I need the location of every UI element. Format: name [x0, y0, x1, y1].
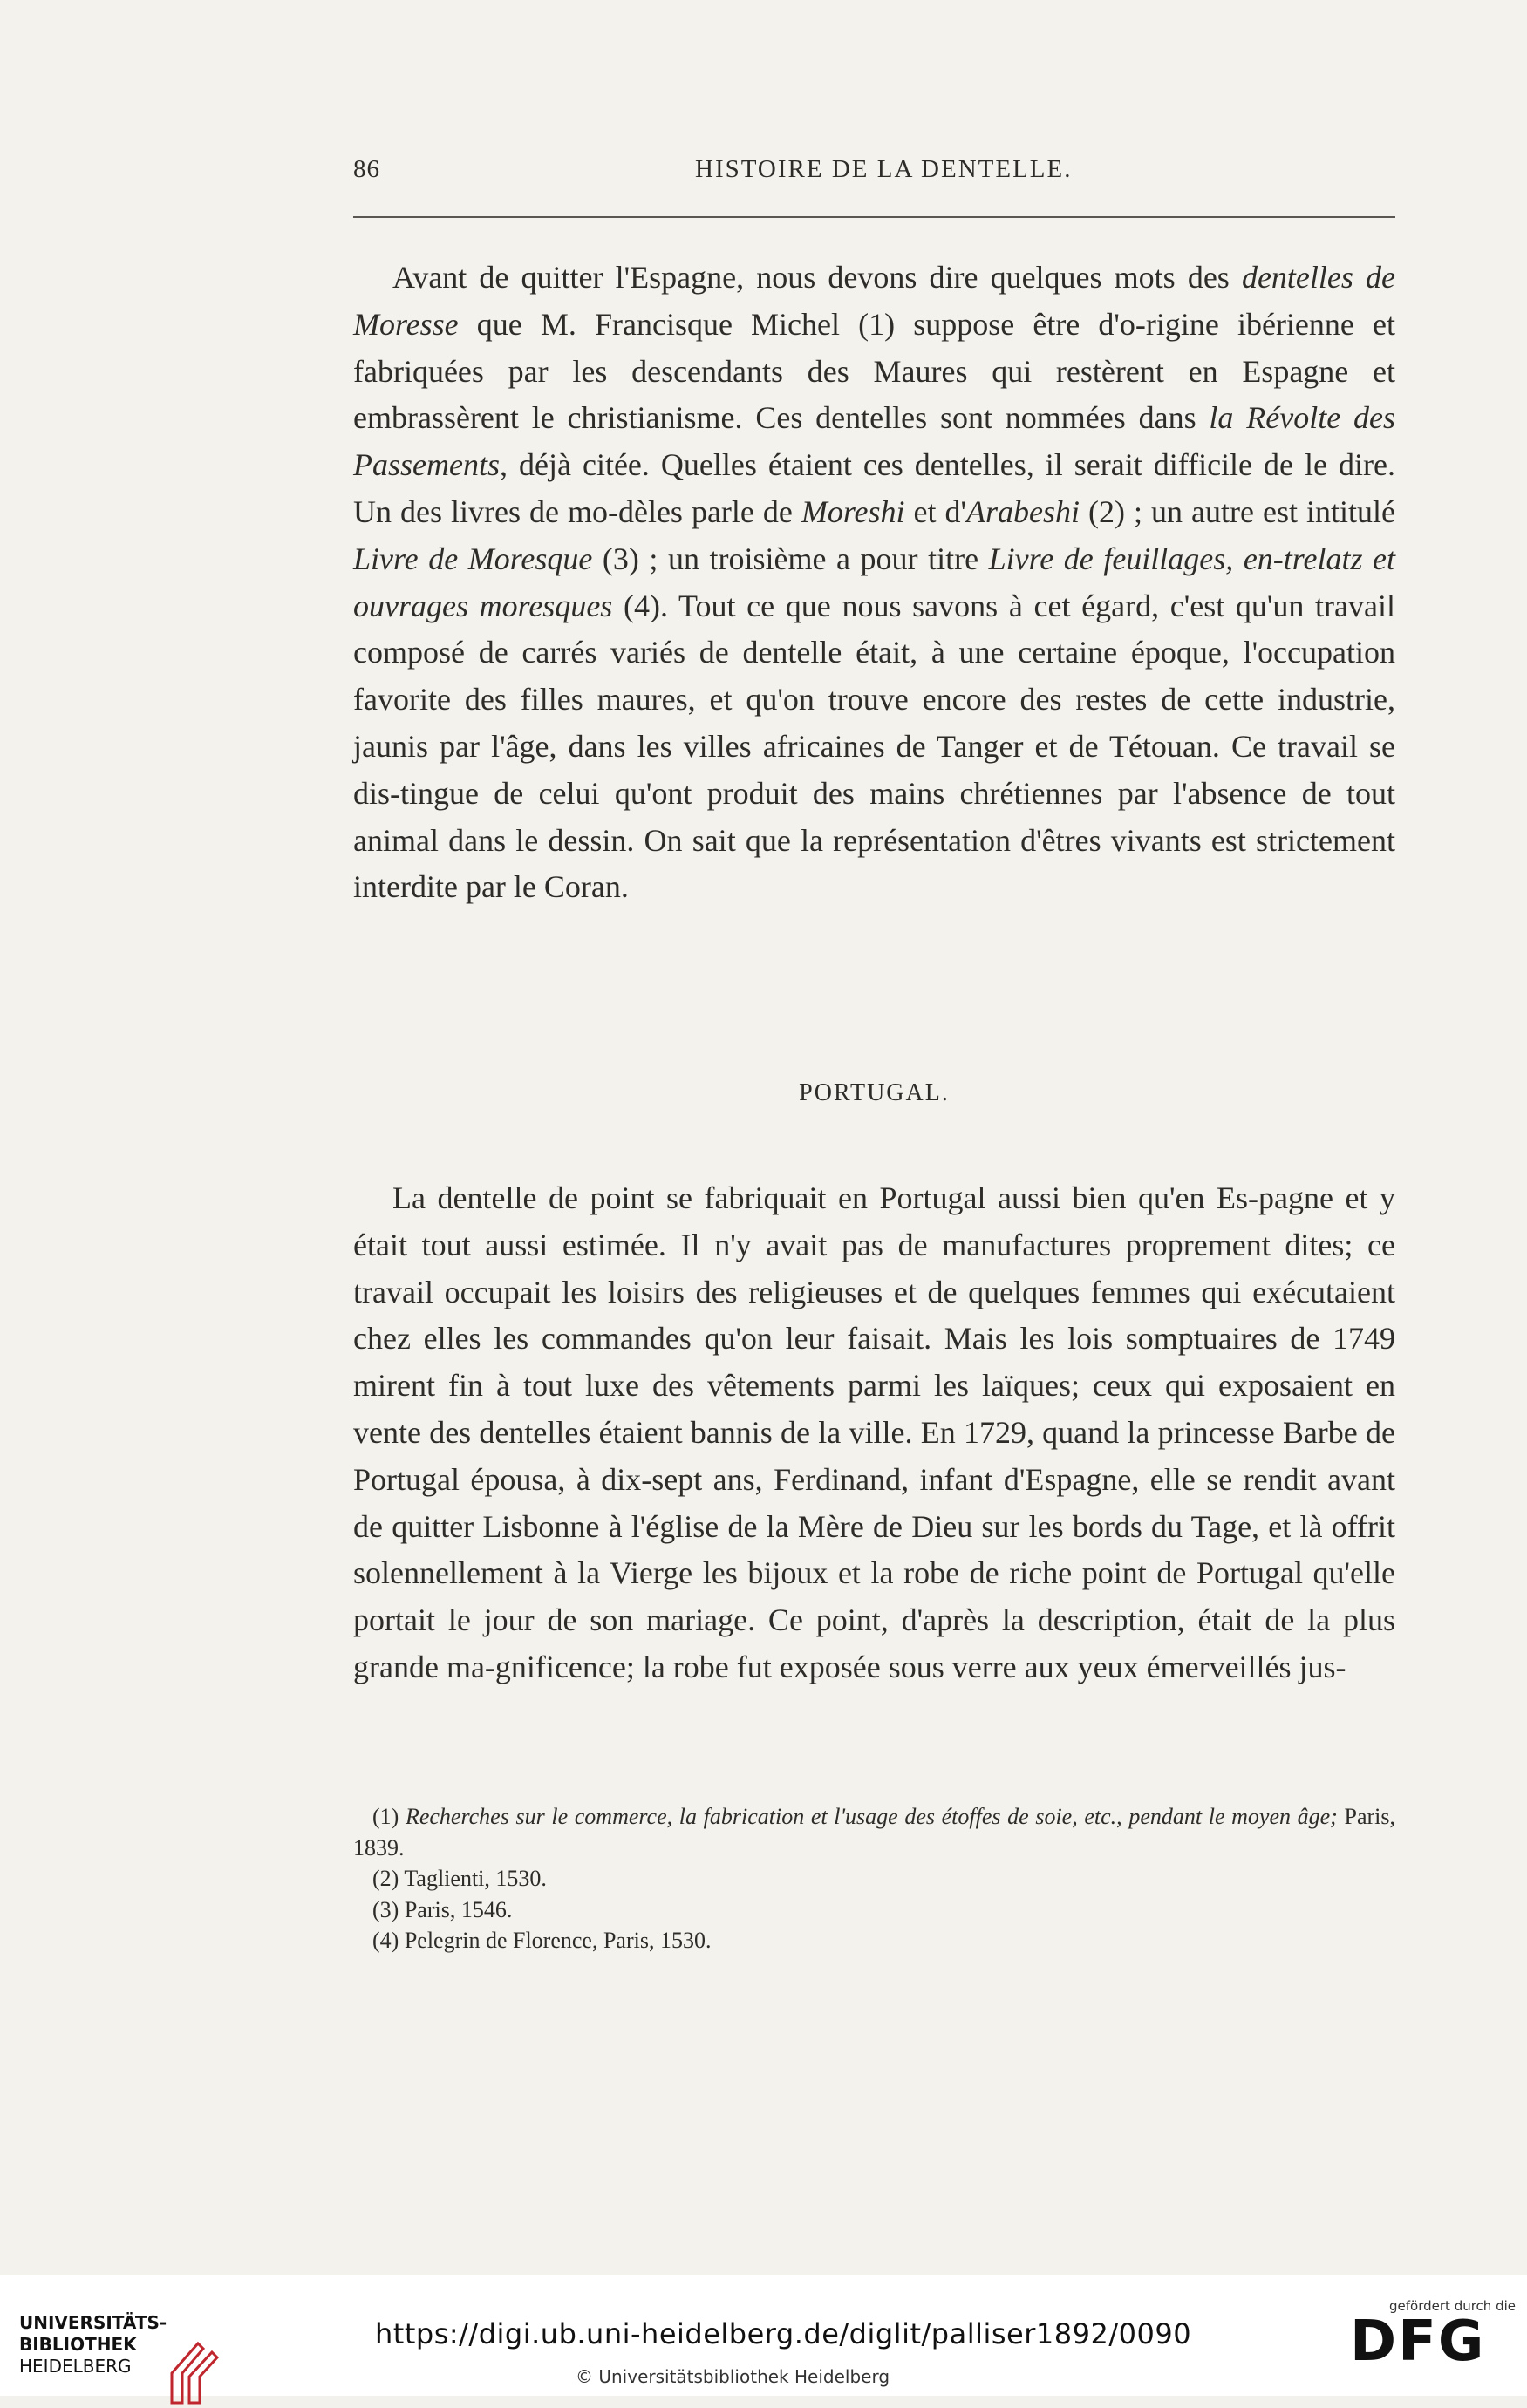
page-number: 86: [353, 155, 380, 183]
library-name-line: BIBLIOTHEK: [19, 2334, 137, 2355]
digitization-footer: [0, 2275, 1527, 2396]
funder-branding[interactable]: [1350, 2298, 1516, 2374]
library-name-line: HEIDELBERG: [19, 2356, 132, 2377]
text-run: (3) ; un troisième a pour titre: [592, 541, 989, 576]
funding-label: gefördert durch die: [1389, 2298, 1516, 2314]
footnote-text: Paris, 1839.: [353, 1804, 1395, 1860]
footnote-1: [353, 1801, 1395, 1863]
italic-title: Livre de Moresque: [353, 541, 593, 576]
paragraph-text: [353, 255, 1395, 911]
italic-title: Livre de feuillages, en-trelatz et ouvrages moresques: [353, 541, 1395, 623]
text-run: (4). Tout ce que nous savons à cet égard, c'est qu'un travail composé de carrés variés de dentelle était, à une certaine époque, l'occupation favorite des filles maures, et qu'on trouve encore des restes de cette industrie, jaunis par l'âge, dans les villes africaines de Tanger et de Tétouan. Ce travail se dis-tingue de celui qu'ont produit des mains chrétiennes par l'absence de tout animal dans le dessin. On sait que la représentation d'êtres vivants est strictement interdite par le Coran.: [353, 588, 1395, 905]
text-run: , déjà citée. Quelles étaient ces dentelles, il serait difficile de le dire. Un des livres de mo-dèles parle de: [353, 447, 1395, 529]
library-name-line: UNIVERSITÄTS-: [19, 2312, 167, 2333]
footnote-2: (2) Taglienti, 1530.: [372, 1866, 547, 1891]
paragraph-text: La dentelle de point se fabriquait en Portugal aussi bien qu'en Es-pagne et y était tout aussi estimée. Il n'y avait pas de manufactures proprement dites; ce travail occupait les loisirs des religieuses et de quelques femmes qui exécutaient chez elles les commandes qu'on leur faisait. Mais les lois somptuaires de 1749 mirent fin à tout luxe des vêtements parmi les laïques; ceux qui exposaient en vente des dentelles étaient bannis de la ville. En 1729, quand la princesse Barbe de Portugal épousa, à dix-sept ans, Ferdinand, infant d'Espagne, elle se rendit avant de quitter Lisbonne à l'église de la Mère de Dieu sur les bords du Tage, et là offrit solennellement à la Vierge les bijoux et la robe de riche point de Portugal qu'elle portait le jour de son mariage. Ce point, d'après la description, était de la plus grande ma-gnificence; la robe fut exposée sous verre aux yeux émerveillés jus-: [353, 1180, 1395, 1684]
footnote-3: (3) Paris, 1546.: [372, 1896, 513, 1922]
running-title: HISTOIRE DE LA DENTELLE.: [695, 155, 1073, 183]
text-run: Avant de quitter l'Espagne, nous devons dire quelques mots des: [392, 260, 1242, 295]
copyright-notice: © Universitätsbibliothek Heidelberg: [576, 2366, 890, 2387]
text-run: et d': [904, 493, 967, 529]
text-run: que M. Francisque Michel (1) suppose être d'o-rigine ibérienne et fabriquées par les descendants des Maures qui restèrent en Espagne et embrassèrent le christianisme. Ces dentelles sont nommées dans: [353, 306, 1395, 436]
text-run: (2) ; un autre est intitulé: [1080, 493, 1395, 529]
italic-title: Moreshi: [801, 493, 905, 529]
italic-title: dentelles de Moresse: [353, 260, 1395, 342]
dfg-logo: DFG: [1350, 2309, 1486, 2374]
italic-title: la Révolte des Passements: [353, 400, 1396, 483]
header-rule: [353, 216, 1395, 218]
section-heading: PORTUGAL.: [799, 1079, 950, 1106]
library-logo-icon: [163, 2338, 233, 2408]
permalink-url[interactable]: https://digi.ub.uni-heidelberg.de/diglit/palliser1892/0090: [375, 2317, 1192, 2350]
footnote-title: Recherches sur le commerce, la fabrication et l'usage des étoffes de soie, etc., pendant le moyen âge;: [405, 1804, 1338, 1829]
paragraph-portugal: [353, 1175, 1395, 1691]
footnotes: [353, 1801, 1395, 1956]
italic-title: Arabeshi: [966, 493, 1080, 529]
library-branding[interactable]: [19, 2312, 237, 2377]
footnote-4: (4) Pelegrin de Florence, Paris, 1530.: [372, 1928, 712, 1953]
paragraph-moresse: [353, 255, 1395, 911]
footnote-number: (1): [372, 1804, 406, 1829]
